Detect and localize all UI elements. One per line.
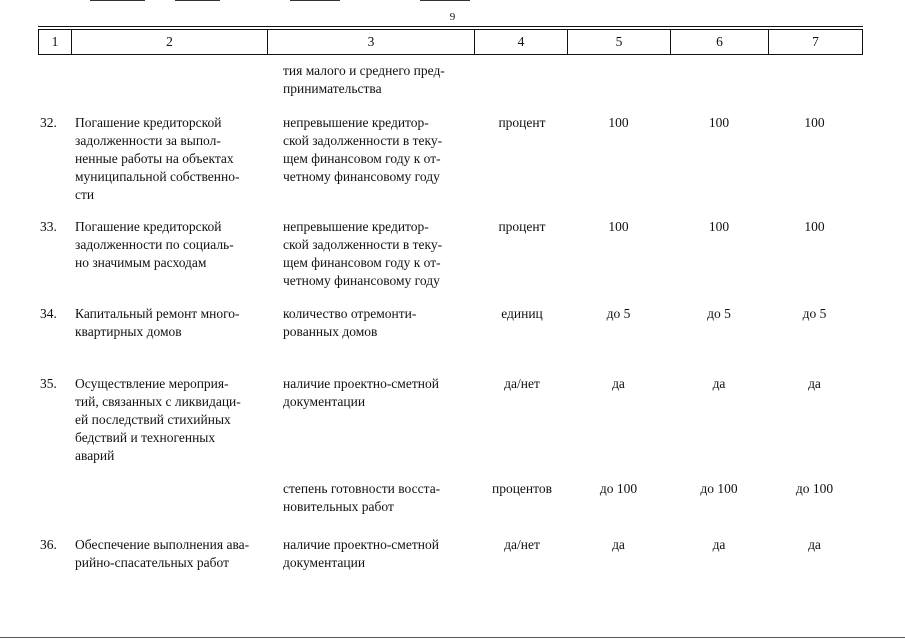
header-col-3: 3 [268, 30, 475, 54]
row-number: 33. [40, 219, 57, 234]
value-col-6: до 100 [700, 481, 738, 496]
value-col-7: до 5 [802, 306, 827, 321]
value-col-6: да [712, 376, 726, 391]
scan-bottom-edge [0, 637, 905, 638]
value-col-5: до 5 [606, 306, 631, 321]
unit-cell: процент [498, 219, 546, 234]
measure-name: Погашение кредиторской задолженности за выпол- ненные работы на объектах муниципальной собственно- сти [75, 115, 240, 202]
row-number: 34. [40, 306, 57, 321]
scan-edge-marks [0, 0, 905, 2]
measure-name: Осуществление мероприя- тий, связанных с ликвидаци- ей последствий стихийных бедствий и техногенных аварий [75, 376, 241, 463]
indicator-text: тия малого и среднего пред- принимательства [283, 63, 445, 96]
indicator-text: непревышение кредитор- ской задолженности в теку- щем финансовом году к от- четному финансовому году [283, 219, 443, 288]
unit-cell: да/нет [504, 537, 540, 552]
top-rule [38, 26, 863, 27]
indicator-text: степень готовности восста- новительных работ [283, 481, 441, 514]
value-col-5: 100 [608, 219, 629, 234]
indicator-text: наличие проектно-сметной документации [283, 537, 439, 570]
value-col-6: до 5 [707, 306, 731, 321]
indicator-text: непревышение кредитор- ской задолженности в теку- щем финансовом году к от- четному финансовому году [283, 115, 443, 184]
row-number: 32. [40, 115, 57, 130]
value-col-7: 100 [804, 219, 825, 234]
row-number: 36. [40, 537, 57, 552]
value-col-7: да [808, 376, 821, 391]
value-col-6: 100 [708, 219, 730, 234]
header-col-5: 5 [568, 30, 671, 54]
value-col-6: да [712, 537, 726, 552]
unit-cell: процент [498, 115, 546, 130]
row-number: 35. [40, 376, 57, 391]
unit-cell: единиц [501, 306, 543, 321]
measure-name: Обеспечение выполнения ава- рийно-спасательных работ [75, 537, 250, 570]
value-col-7: 100 [804, 115, 825, 130]
header-col-4: 4 [475, 30, 568, 54]
indicator-text: наличие проектно-сметной документации [283, 376, 439, 409]
header-col-1: 1 [39, 30, 72, 54]
page-number: 9 [449, 11, 456, 23]
header-col-7: 7 [812, 34, 819, 49]
table-header-row [38, 29, 863, 55]
value-col-5: да [612, 537, 625, 552]
unit-cell: процентов [491, 481, 552, 496]
value-col-5: да [612, 376, 625, 391]
value-col-5: 100 [608, 115, 629, 130]
header-col-2: 2 [72, 30, 268, 54]
value-col-7: да [808, 537, 821, 552]
value-col-7: до 100 [795, 481, 834, 496]
measure-name: Капитальный ремонт много- квартирных домов [75, 306, 240, 339]
indicator-text: количество отремонти- рованных домов [283, 306, 417, 339]
value-col-5: до 100 [599, 481, 638, 496]
measure-name: Погашение кредиторской задолженности по социаль- но значимым расходам [75, 219, 234, 270]
unit-cell: да/нет [504, 376, 540, 391]
value-col-6: 100 [708, 115, 730, 130]
header-col-6: 6 [671, 30, 769, 54]
